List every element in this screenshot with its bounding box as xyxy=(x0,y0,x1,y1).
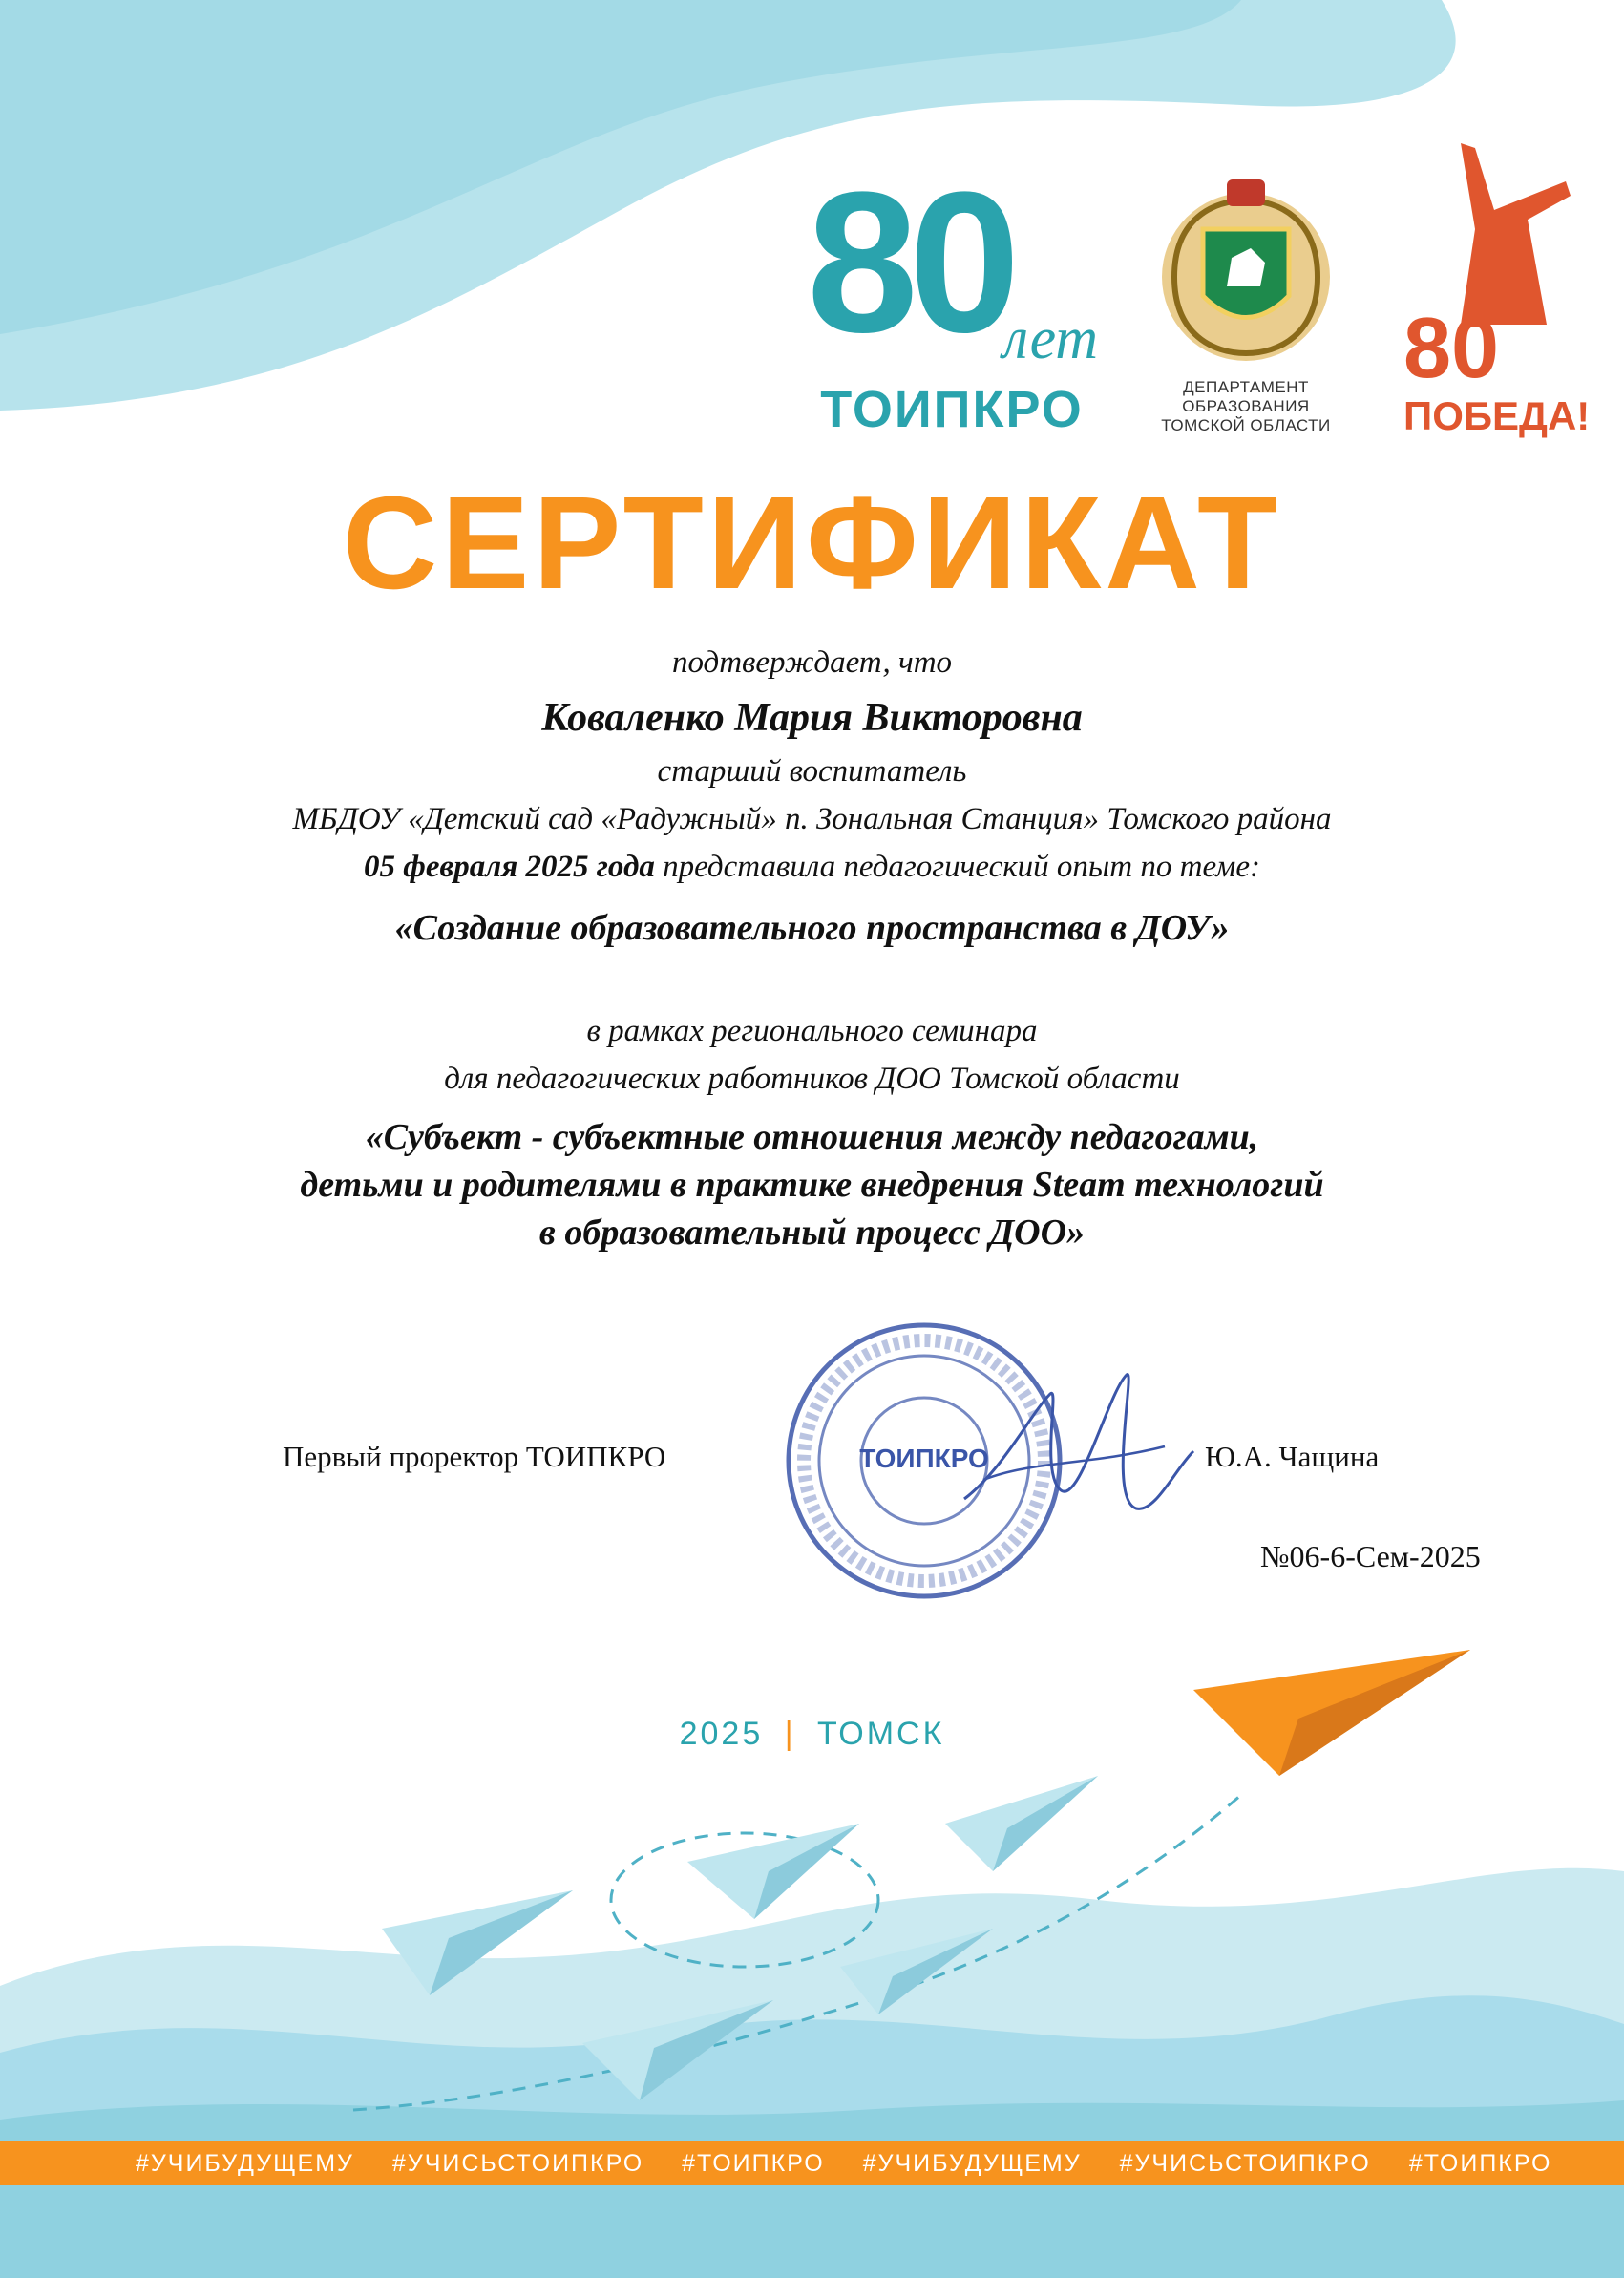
anniversary-number: 80 xyxy=(807,150,1011,374)
victory-word: ПОБЕДА! xyxy=(1403,393,1591,438)
date-bold: 05 февраля 2025 года xyxy=(364,850,655,884)
organization-text: МБДОУ «Детский сад «Радужный» п. Зональная Станция» Томского района xyxy=(292,802,1332,836)
stamp-center-text: ТОИПКРО xyxy=(859,1444,989,1473)
victory-number: 80 xyxy=(1403,301,1500,396)
seminar-title-line-1: «Субъект - субъектные отношения между педагогами, xyxy=(365,1117,1259,1157)
coat-of-arms-icon xyxy=(1146,172,1346,363)
paper-plane-orange xyxy=(1193,1650,1470,1776)
certificate-number: №06-6-Сем-2025 xyxy=(1260,1539,1481,1573)
victory-logo xyxy=(1403,143,1591,439)
confirms-text: подтверждает, что xyxy=(671,645,953,680)
signature xyxy=(945,1356,1213,1547)
date-rest: представила педагогический опыт по теме: xyxy=(654,850,1260,884)
hashtag: #ТОИПКРО xyxy=(682,2149,825,2177)
department-line-3: ТОМСКОЙ ОБЛАСТИ xyxy=(1161,416,1331,434)
anniversary-org: ТОИПКРО xyxy=(820,381,1084,438)
hashtag: #УЧИБУДУЩЕМУ xyxy=(136,2149,354,2177)
department-line-2: ОБРАЗОВАНИЯ xyxy=(1182,397,1310,415)
bottom-wave-front xyxy=(0,2100,1624,2278)
seminar-intro-1: в рамках регионального семинара xyxy=(586,1014,1038,1048)
seminar-title xyxy=(0,1113,1624,1256)
footer-city: ТОМСК xyxy=(817,1716,945,1752)
paper-plane-1 xyxy=(945,1776,1098,1871)
seminar-intro-2: для педагогических работников ДОО Томской области xyxy=(444,1062,1180,1096)
topic-text: «Создание образовательного пространства в ДОУ» xyxy=(394,908,1230,948)
department-line-1: ДЕПАРТАМЕНТ xyxy=(1183,378,1309,396)
hashtag-band xyxy=(0,2141,1624,2185)
anniversary-logo xyxy=(807,150,1112,449)
signer-position: Первый проректор ТОИПКРО xyxy=(283,1440,666,1473)
position-text: старший воспитатель xyxy=(657,754,967,789)
date-line xyxy=(0,850,1624,885)
paper-plane-2 xyxy=(687,1824,859,1919)
seminar-title-line-2: детьми и родителями в практике внедрения Steam технологий xyxy=(300,1165,1324,1205)
hashtag: #УЧИСЬСТОИПКРО xyxy=(391,2149,644,2177)
recipient-name: Коваленко Мария Викторовна xyxy=(541,696,1083,740)
signer-name: Ю.А. Чащина xyxy=(1205,1440,1380,1473)
hashtag: #ТОИПКРО xyxy=(1408,2149,1552,2177)
department-caption xyxy=(1146,378,1346,435)
hashtag: #УЧИБУДУЩЕМУ xyxy=(862,2149,1082,2177)
footer-divider: | xyxy=(784,1716,796,1752)
footer-year: 2025 xyxy=(679,1716,764,1752)
footer-city-line xyxy=(0,1716,1624,1753)
hashtag: #УЧИСЬСТОИПКРО xyxy=(1119,2149,1371,2177)
seminar-title-line-3: в образовательный процесс ДОО» xyxy=(538,1213,1086,1253)
certificate-title: СЕРТИФИКАТ xyxy=(342,470,1282,617)
anniversary-word: лет xyxy=(1002,306,1099,371)
